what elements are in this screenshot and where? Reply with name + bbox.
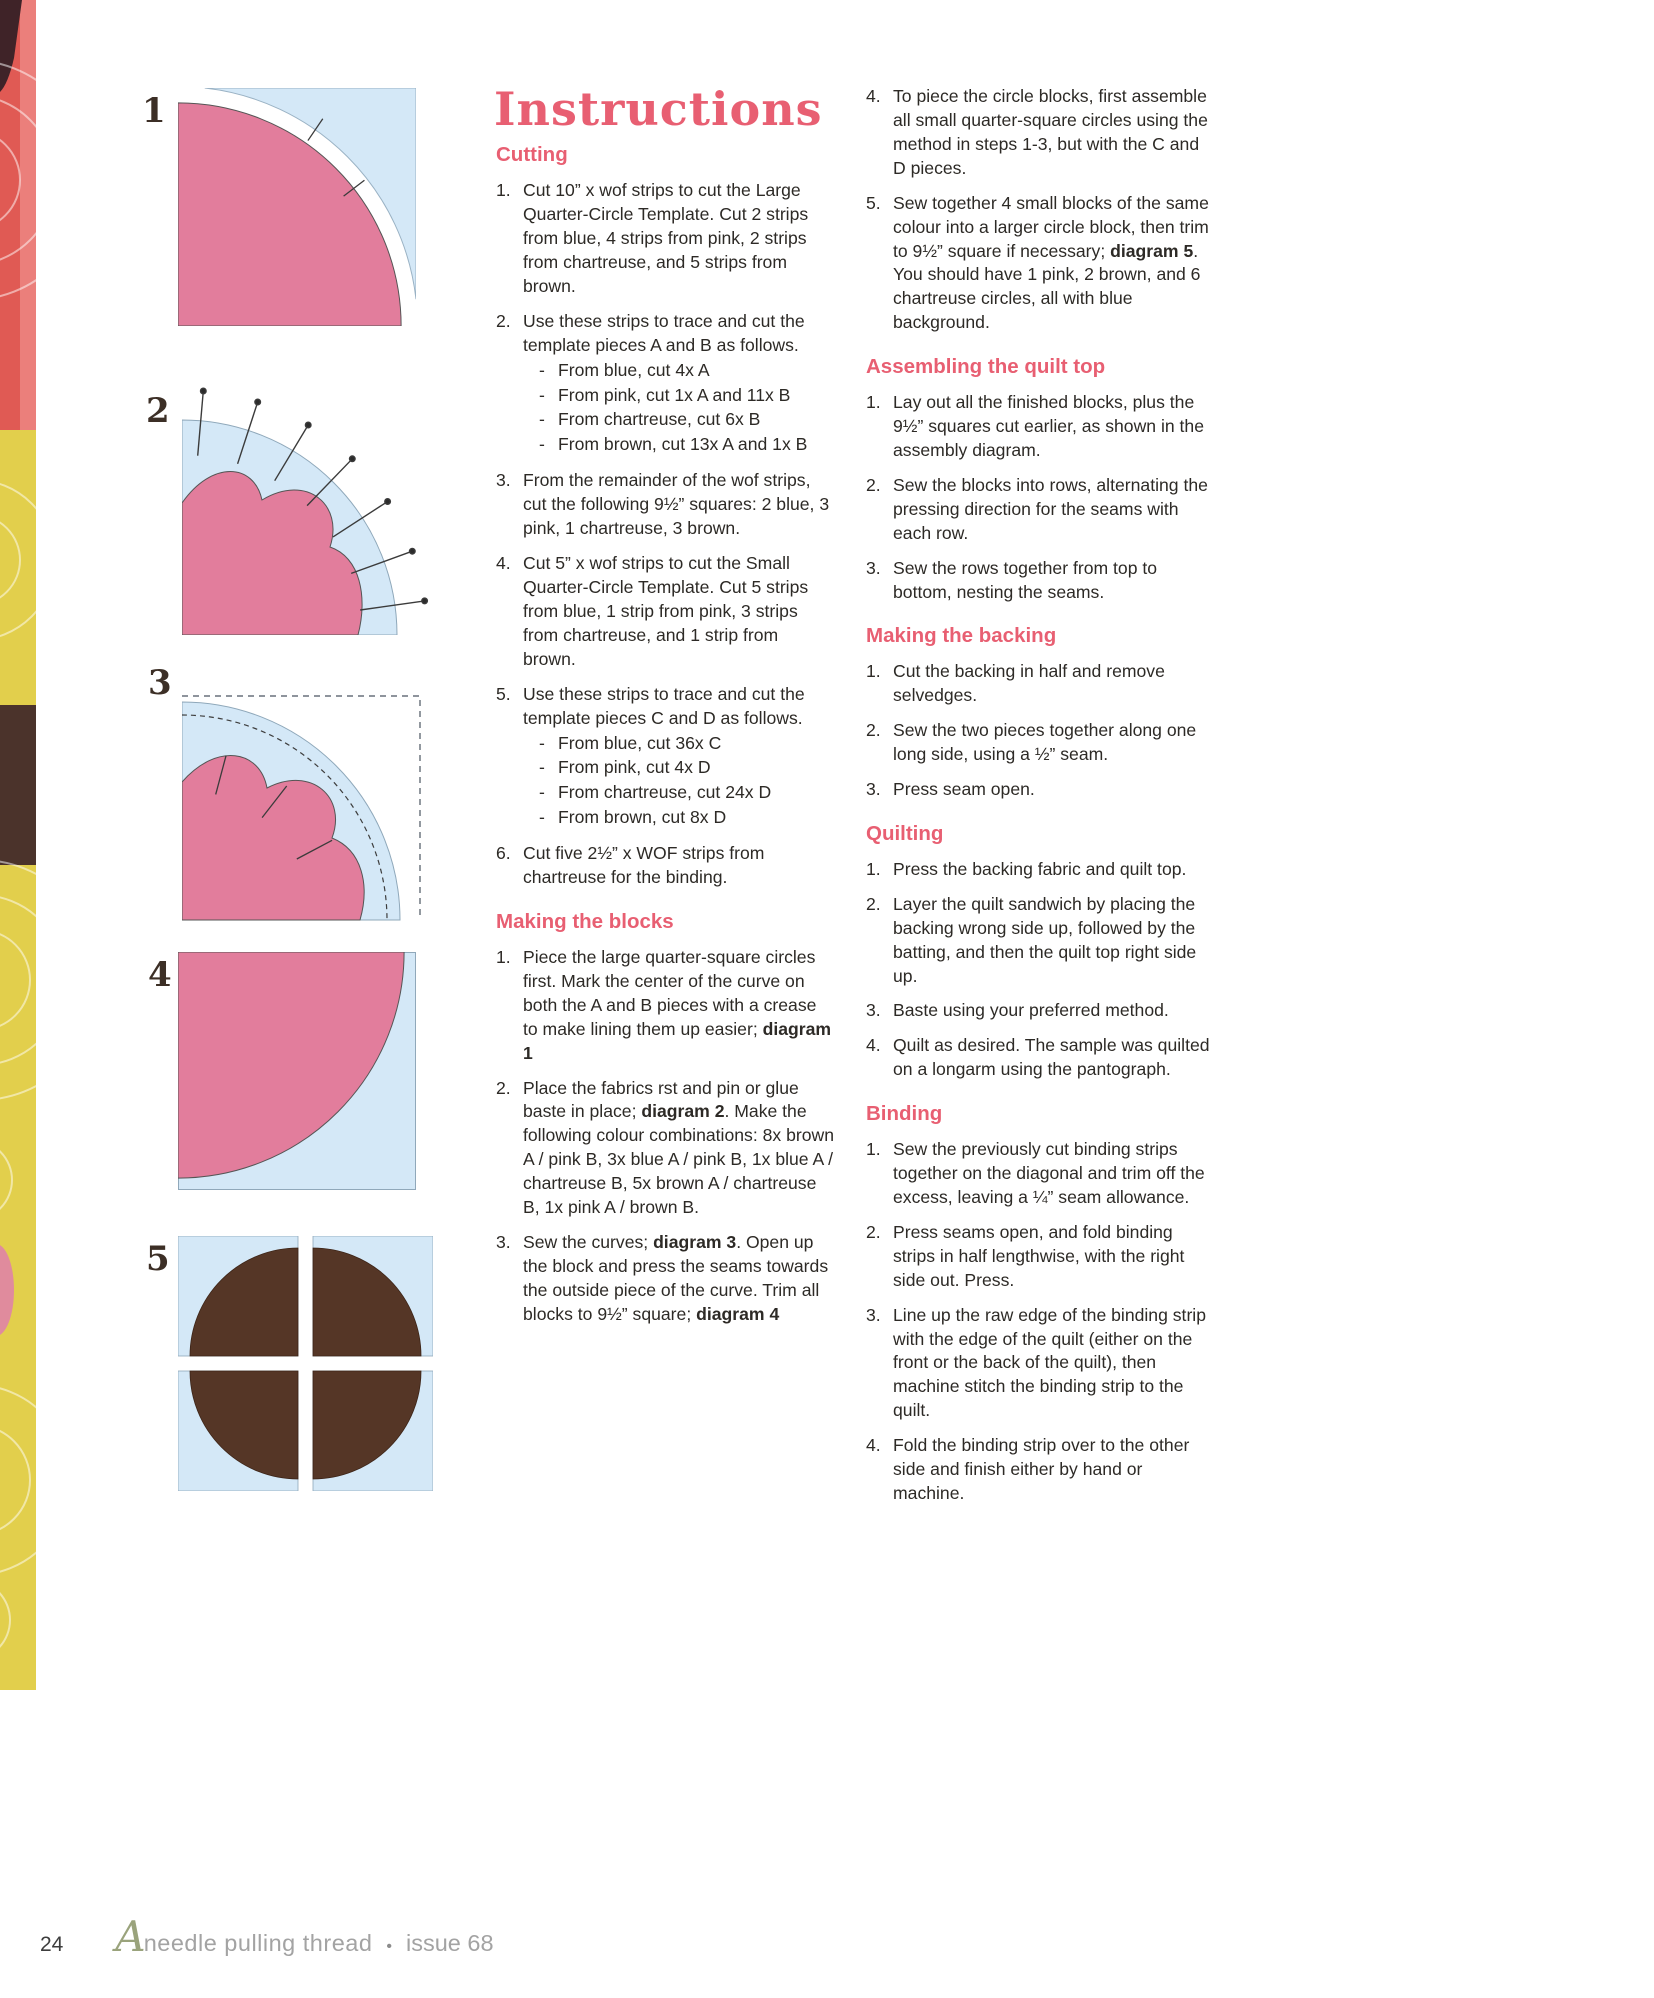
list-item [866,999,1216,1023]
text-segment: Line up the raw edge of the binding strip with the edge of the quilt (either on the front or the back of the quilt), then machine stitch the binding strip to the quilt. [893,1304,1206,1421]
text-segment: Cut the backing in half and remove selvedges. [893,661,1165,706]
sub-item-dash: - [539,409,545,430]
text-segment: . Make the following colour combinations: 8x brown A / pink B, 3x blue A / pink B, 1x blue A / chartreuse B, 5x brown A / chartreuse B, 1x pink A / brown B. [523,1101,834,1218]
list-item [496,469,834,541]
sub-item-text: From chartreuse, cut 6x B [558,409,761,430]
section-heading: Making the backing [866,624,1057,648]
item-text [893,858,1216,882]
section-heading: Quilting [866,821,944,845]
sub-item-dash: - [539,732,545,753]
block-squares [178,1236,433,1491]
text-segment: Use these strips to trace and cut the template pieces A and B as follows. [523,310,805,355]
text-segment: Cut five 2½” x WOF strips from chartreuse for the binding. [523,843,765,888]
middle-column [494,82,834,1338]
footer [40,1912,494,1961]
list-item [866,1138,1216,1210]
item-text [523,1077,834,1221]
diagram-2-label: 2 [146,391,170,431]
brand-name: needle pulling thread [143,1930,373,1956]
text-segment: Fold the binding strip over to the other side and finish either by hand or machine. [893,1435,1190,1504]
footer-separator: • [386,1938,393,1955]
item-text [523,683,834,832]
item-number: 2. [866,1221,881,1242]
item-number: 5. [496,683,511,704]
item-number: 4. [866,86,881,106]
list-item [866,557,1216,605]
list-item [496,310,834,459]
list-item [496,179,834,299]
list-item [496,552,834,672]
list-item [496,946,834,1066]
item-text [523,1231,834,1327]
list-item [866,858,1216,882]
text-segment: Layer the quilt sandwich by placing the backing wrong side up, followed by the batting, and then the quilt top right side up. [893,893,1197,986]
item-text [523,469,834,541]
text-segment: diagram 5 [1110,240,1194,261]
item-number: 3. [496,470,511,491]
list-item [496,1231,834,1327]
middle-sections [496,141,834,1326]
text-segment: Sew the previously cut binding strips together on the diagonal and trim off the excess, leaving a ¼” seam allowance. [893,1139,1205,1207]
text-segment: Piece the large quarter-square circles first. Mark the center of the curve on both the A and B pieces with a crease to make lining them up easier; [523,946,817,1039]
text-segment: . You should have 1 pink, 2 brown, and 6 chartreuse circles, all with blue background. [893,240,1201,333]
text-segment: . Open up the block and press the seams towards the outside piece of the curve. Trim all blocks to 9½” square; [523,1232,829,1324]
sub-item-dash: - [539,757,545,778]
item-number: 2. [866,893,881,914]
section-heading: Cutting [496,143,568,167]
brown-circle-quarters [190,1248,421,1479]
right-column [866,85,1216,1517]
item-text [523,552,834,672]
diagram-4-label: 4 [148,955,172,995]
item-number: 1. [866,661,881,682]
section-heading: Making the blocks [496,910,674,934]
text-segment: To piece the circle blocks, first assemble all small quarter-square circles using the method in steps 1-3, but with the C and D pieces. [893,86,1208,178]
page-number: 24 [40,1933,64,1956]
item-text [893,660,1216,708]
text-segment: diagram 1 [523,1018,832,1063]
list-item [496,1077,834,1221]
fabric-strip-image [0,0,36,1690]
text-segment: Press seams open, and fold binding strips in half lengthwise, with the right side out. Press. [893,1221,1185,1290]
diagram-5-label: 5 [146,1239,170,1279]
item-number: 5. [866,192,881,213]
sub-item-text: From blue, cut 4x A [558,359,710,380]
sub-item-dash: - [539,384,545,405]
item-number: 2. [866,720,881,741]
text-segment: diagram 4 [696,1303,780,1324]
sub-item-text: From brown, cut 8x D [558,807,727,828]
text-segment: Lay out all the finished blocks, plus the 9½” squares cut earlier, as shown in the assembly diagram. [893,392,1204,460]
text-segment: Use these strips to trace and cut the template pieces C and D as follows. [523,683,805,728]
list-item [496,842,834,890]
sub-item [523,408,834,432]
item-number: 3. [496,1232,511,1253]
diagram-3-label: 3 [148,663,172,703]
list-item [866,474,1216,546]
item-number: 1. [866,858,881,879]
diagram-1-label: 1 [142,91,166,131]
sub-item-dash: - [539,782,545,803]
text-segment: From the remainder of the wof strips, cut the following 9½” squares: 2 blue, 3 pink, 1 chartreuse, 3 brown. [523,470,830,539]
text-segment: Sew the blocks into rows, alternating the pressing direction for the seams with each row. [893,474,1208,543]
list-item [866,391,1216,463]
list-item [866,778,1216,802]
sub-item [523,806,834,830]
item-text [893,1034,1216,1082]
right-sections [866,85,1216,1506]
text-segment: Cut 5” x wof strips to cut the Small Quarter-Circle Template. Cut 5 strips from blue, 1 strip from pink, 3 strips from chartreuse, and 1 strip from brown. [523,553,809,669]
item-text [893,474,1216,546]
diagram-5 [178,1236,433,1491]
item-text [893,1221,1216,1293]
issue-number: issue 68 [406,1930,494,1956]
item-number: 3. [866,779,881,800]
list-item [866,1304,1216,1424]
text-segment: Sew together 4 small blocks of the same colour into a larger circle block, then trim to 9½” square if necessary; [893,192,1209,261]
item-number: 1. [496,946,511,967]
item-text [893,999,1216,1023]
text-segment: Press seam open. [893,779,1035,800]
text-segment: Quilt as desired. The sample was quilted on a longarm using the pantograph. [893,1035,1210,1080]
sub-item [523,433,834,457]
list-item [866,660,1216,708]
sub-item-text: From blue, cut 36x C [558,732,722,753]
diagram-1 [178,88,416,326]
text-segment: Press the backing fabric and quilt top. [893,858,1187,879]
item-number: 2. [496,310,511,331]
sub-item [523,732,834,756]
list-item [866,719,1216,767]
list-item [866,1034,1216,1082]
list-item [866,192,1216,336]
sub-item-text: From pink, cut 4x D [558,757,711,778]
item-text [523,842,834,890]
text-segment: Place the fabrics rst and pin or glue baste in place; [523,1077,799,1122]
sub-item-text: From brown, cut 13x A and 1x B [558,434,808,455]
item-text [893,557,1216,605]
item-text [893,893,1216,989]
item-text [893,778,1216,802]
fabric-strip-photo [0,0,36,1697]
list-item [866,1221,1216,1293]
item-number: 1. [866,1139,881,1160]
item-number: 2. [866,474,881,495]
item-number: 4. [866,1435,881,1456]
sub-item [523,781,834,805]
page-title: Instructions [494,82,823,136]
list-item [866,85,1216,181]
section-heading: Assembling the quilt top [866,355,1106,379]
brand-logo-letter: A [115,1912,146,1961]
sub-item [523,359,834,383]
diagram-4 [178,952,416,1190]
list-item [866,1434,1216,1506]
item-text [893,391,1216,463]
item-number: 3. [866,1304,881,1325]
item-number: 6. [496,843,511,864]
item-text [523,179,834,299]
item-number: 4. [866,1035,881,1056]
item-number: 3. [866,557,881,578]
item-text [893,1304,1216,1424]
diagram-3 [182,660,434,922]
text-segment: Cut 10” x wof strips to cut the Large Quarter-Circle Template. Cut 2 strips from blue, 4 strips from pink, 2 strips from chartreuse, and 5 strips from brown. [523,180,809,296]
item-number: 3. [866,1000,881,1021]
item-number: 2. [496,1077,511,1098]
diagram-2 [182,365,432,635]
item-text [893,719,1216,767]
section-heading: Binding [866,1102,943,1126]
sub-item-text: From chartreuse, cut 24x D [558,782,772,803]
item-number: 1. [496,180,511,201]
text-segment: diagram 2 [641,1101,725,1122]
text-segment: diagram 3 [653,1232,737,1253]
item-number: 4. [496,553,511,574]
text-segment: Sew the rows together from top to bottom, nesting the seams. [893,557,1158,602]
sub-item-text: From pink, cut 1x A and 11x B [558,384,791,405]
item-text [523,310,834,459]
text-segment: Baste using your preferred method. [893,1000,1169,1021]
list-item [866,893,1216,989]
sub-item [523,756,834,780]
item-text [893,1138,1216,1210]
item-text [893,1434,1216,1506]
text-segment: Sew the curves; [523,1232,654,1253]
sub-item-dash: - [539,807,545,828]
item-text [893,192,1216,336]
sub-item-dash: - [539,359,545,380]
sub-item [523,384,834,408]
list-item [496,683,834,832]
text-segment: Sew the two pieces together along one long side, using a ½” seam. [893,720,1197,765]
item-text [523,946,834,1066]
item-number: 1. [866,392,881,413]
sub-item-dash: - [539,434,545,455]
item-text [893,85,1216,181]
